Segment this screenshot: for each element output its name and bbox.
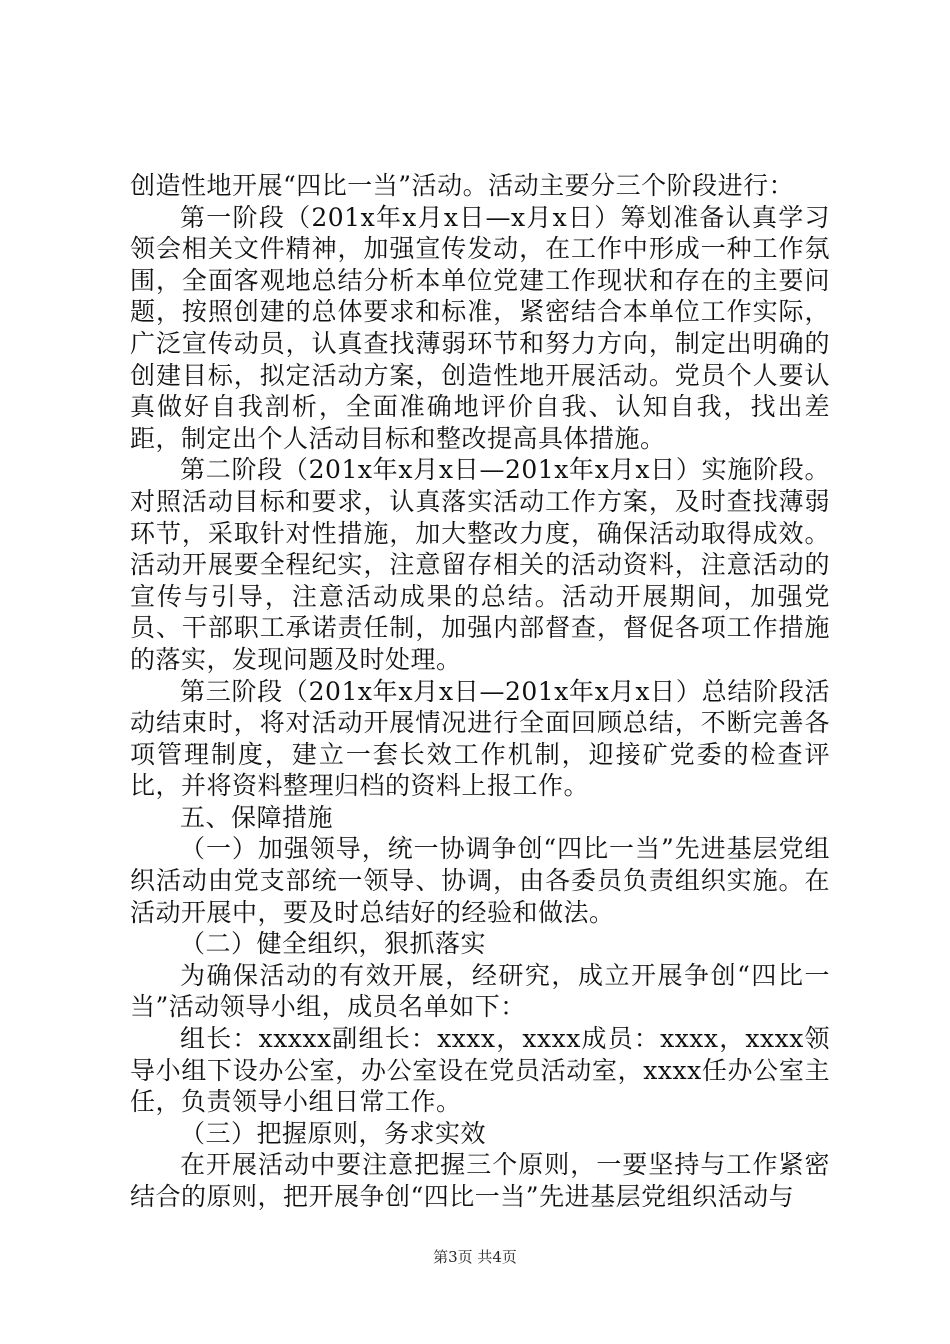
paragraph-8: 为确保活动的有效开展，经研究，成立开展争创“四比一当”活动领导小组，成员名单如下： (130, 960, 830, 1022)
page-number-label: 第3页 共4页 (433, 1248, 517, 1266)
subheading-2: （二）健全组织，狠抓落实 (180, 929, 487, 959)
paragraph-11: 在开展活动中要注意把握三个原则，一要坚持与工作紧密结合的原则，把开展争创“四比一当”先进基层党组织活动与 (130, 1150, 830, 1211)
document-body (130, 170, 830, 1213)
paragraph-6: （一）加强领导，统一协调争创“四比一当”先进基层党组织活动由党支部统一领导、协调，由各委员负责组织实施。在活动开展中，要及时总结好的经验和做法。 (130, 834, 830, 927)
page-footer (0, 1247, 950, 1267)
subheading-3: （三）把握原则，务求实效 (180, 1118, 487, 1148)
paragraph-2: 第一阶段（201x年x月x日—x月x日）筹划准备认真学习领会相关文件精神，加强宣传发动，在工作中形成一种工作氛围，全面客观地总结分析本单位党建工作现状和存在的主要问题，按照创建的总体要求和标准，紧密结合本单位工作实际，广泛宣传动员，认真查找薄弱环节和努力方向，制定出明确的创建目标，拟定活动方案，创造性地开展活动。党员个人要认真做好自我剖析，全面准确地评价自我、认知自我，找出差距，制定出个人活动目标和整改提高具体措施。 (130, 202, 830, 453)
paragraph-1: 创造性地开展“四比一当”活动。活动主要分三个阶段进行： (130, 171, 795, 200)
paragraph-9: 组长：xxxxx副组长：xxxx，xxxx成员：xxxx，xxxx领导小组下设办公室，办公室设在党员活动室，xxxx任办公室主任，负责领导小组日常工作。 (130, 1024, 830, 1117)
paragraph-3: 第二阶段（201x年x月x日—201x年x月x日）实施阶段。对照活动目标和要求，认真落实活动工作方案，及时查找薄弱环节，采取针对性措施，加大整改力度，确保活动取得成效。活动开展要全程纪实，注意留存相关的活动资料，注意活动的宣传与引导，注意活动成果的总结。活动开展期间，加强党员、干部职工承诺责任制，加强内部督查，督促各项工作措施的落实，发现问题及时处理。 (130, 455, 830, 674)
section-heading-safeguards: 五、保障措施 (180, 802, 334, 832)
paragraph-4: 第三阶段（201x年x月x日—201x年x月x日）总结阶段活动结束时，将对活动开展情况进行全面回顾总结，不断完善各项管理制度，建立一套长效工作机制，迎接矿党委的检查评比，并将资料整理归档的资料上报工作。 (130, 676, 830, 801)
